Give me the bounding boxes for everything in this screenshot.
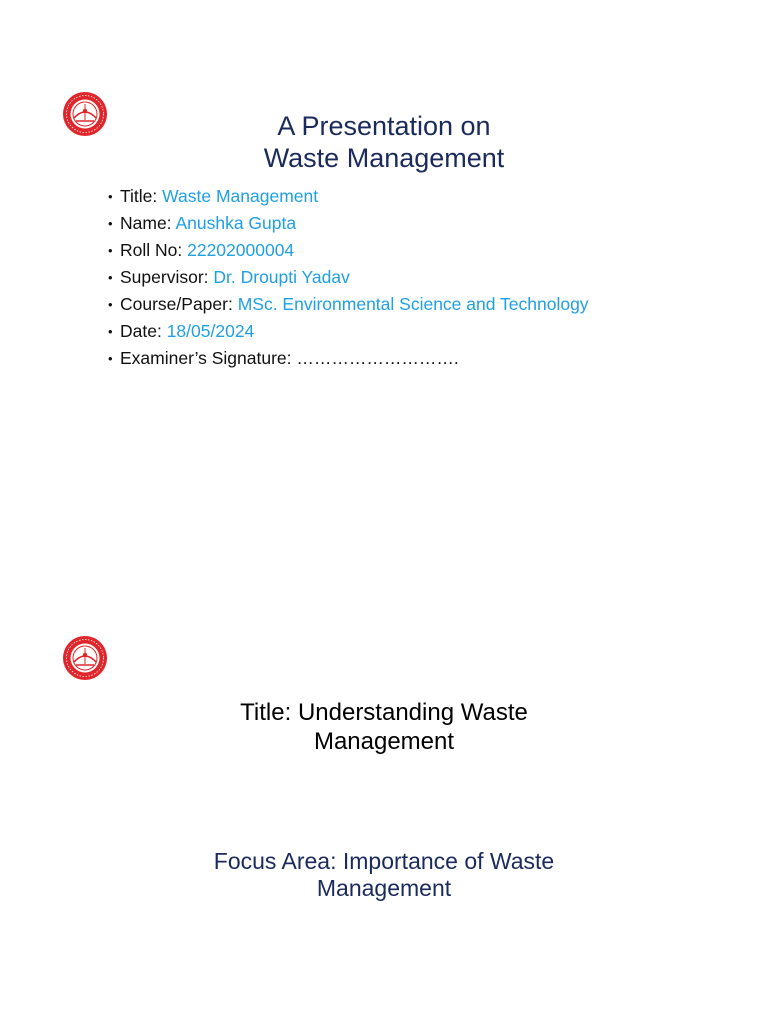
detail-label: Date:: [120, 321, 167, 341]
detail-label: Supervisor:: [120, 267, 214, 287]
detail-examiner-signature: [108, 345, 589, 372]
detail-supervisor: [108, 264, 589, 291]
detail-name: [108, 210, 589, 237]
slide-2-title-line-2: Management: [313, 728, 455, 755]
bullet-icon: •: [108, 351, 113, 366]
detail-course-paper: [108, 291, 589, 318]
university-seal-icon: [61, 635, 109, 681]
bullet-icon: •: [108, 297, 113, 312]
detail-value: Anushka Gupta: [175, 213, 297, 233]
bullet-icon: •: [108, 270, 113, 285]
detail-value: 18/05/2024: [166, 321, 255, 341]
slide-2: [0, 512, 768, 1024]
detail-value: Dr. Droupti Yadav: [213, 267, 350, 287]
slide-2-title-line-1: Title: Understanding Waste: [240, 699, 528, 726]
detail-label: Examiner’s Signature:: [120, 348, 297, 368]
presentation-title-line-2: Waste Management: [263, 143, 505, 173]
bullet-icon: •: [108, 189, 113, 204]
slide-2-title: [0, 698, 768, 756]
bullet-icon: •: [108, 216, 113, 231]
detail-date: [108, 318, 589, 345]
bullet-icon: •: [108, 243, 113, 258]
detail-label: Name:: [120, 213, 176, 233]
details-list: [108, 183, 589, 372]
detail-label: Roll No:: [120, 240, 188, 260]
presentation-title-line-1: A Presentation on: [277, 111, 491, 141]
detail-value: Waste Management: [162, 186, 319, 206]
detail-title: [108, 183, 589, 210]
detail-label: Title:: [120, 186, 163, 206]
focus-area: [0, 848, 768, 902]
presentation-title: [0, 110, 768, 174]
detail-value: 22202000004: [187, 240, 295, 260]
focus-area-line-2: Management: [316, 875, 452, 901]
detail-value: MSc. Environmental Science and Technology: [237, 294, 589, 314]
bullet-icon: •: [108, 324, 113, 339]
signature-line: ……………………….: [296, 348, 459, 368]
detail-label: Course/Paper:: [120, 294, 238, 314]
detail-roll-no: [108, 237, 589, 264]
focus-area-line-1: Focus Area: Importance of Waste: [213, 848, 555, 874]
